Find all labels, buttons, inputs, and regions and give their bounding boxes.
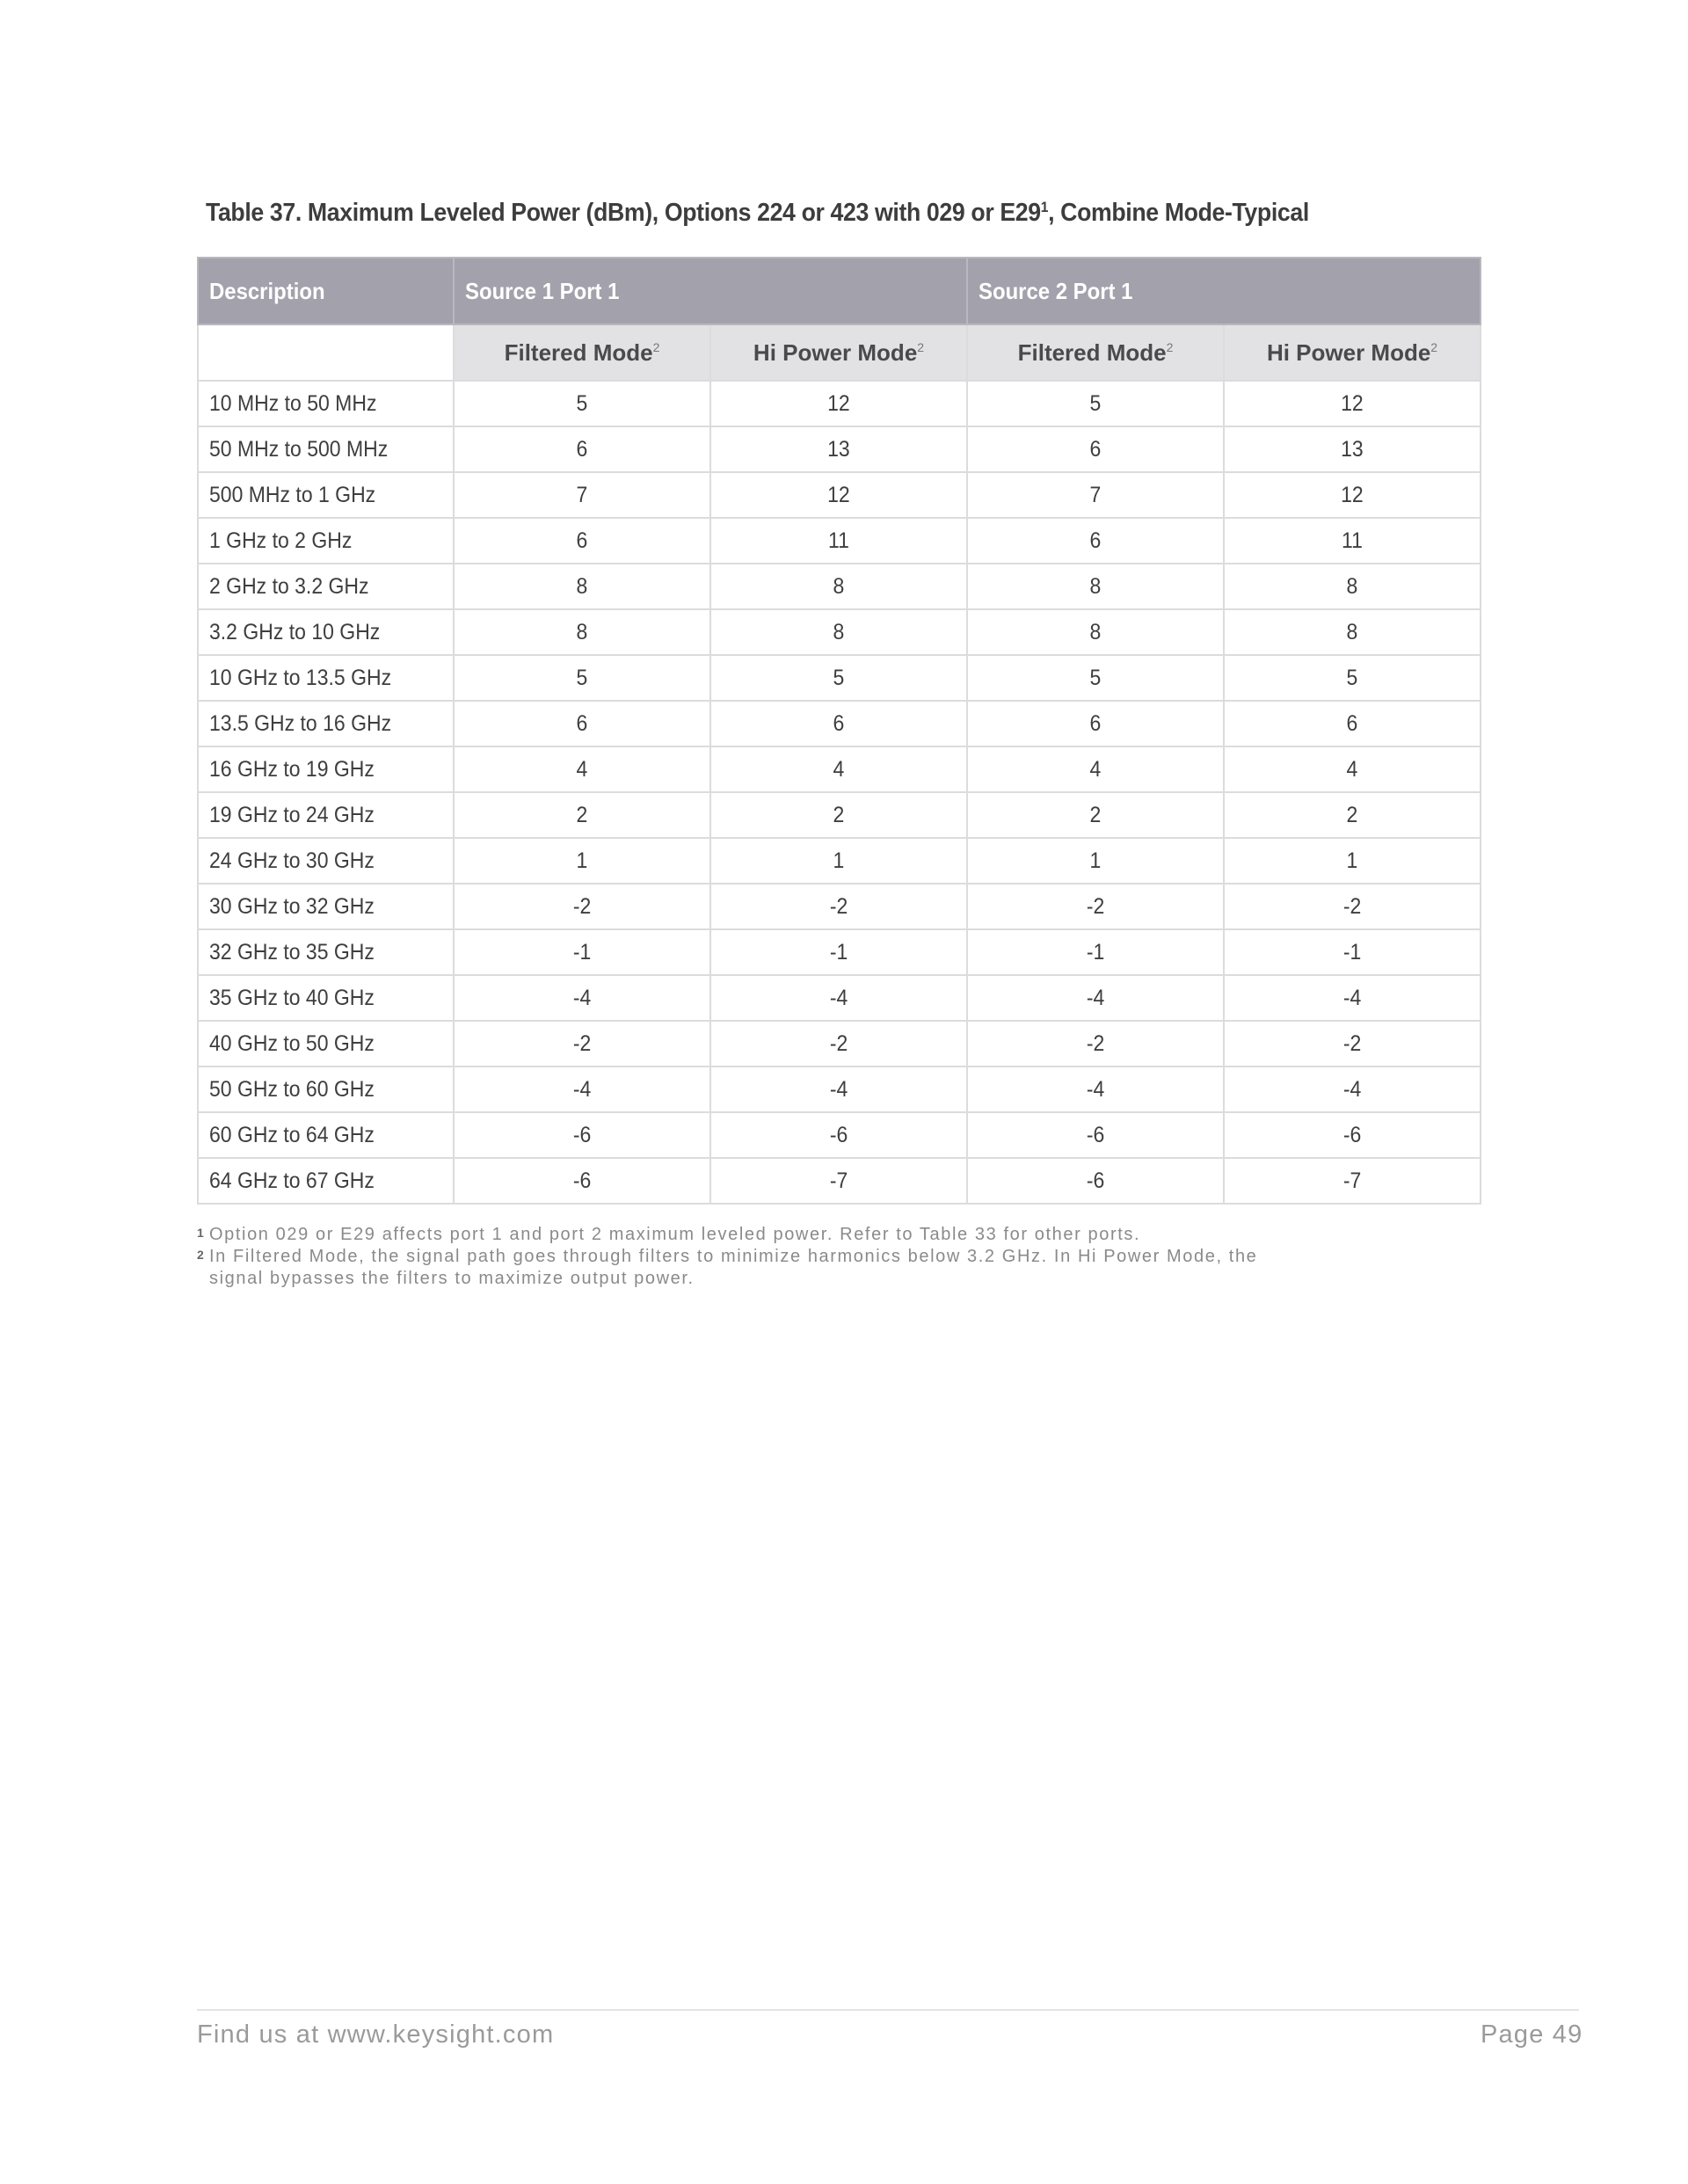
- footnote: [197, 1246, 1428, 1290]
- table-row: [198, 655, 1481, 701]
- value-cell: -4: [967, 1067, 1224, 1112]
- sub-header-row: [198, 324, 1481, 381]
- value-cell: 4: [710, 746, 967, 792]
- header-source1-port1: Source 1 Port 1: [454, 258, 967, 324]
- value-cell: 12: [710, 381, 967, 426]
- table-row: [198, 472, 1481, 518]
- value-cell: -2: [454, 884, 710, 929]
- value-cell: 6: [454, 701, 710, 746]
- row-description-cell: 13.5 GHz to 16 GHz: [198, 701, 454, 746]
- value-cell: 7: [454, 472, 710, 518]
- value-cell: 5: [967, 381, 1224, 426]
- value-cell: -6: [454, 1112, 710, 1158]
- table-row: [198, 975, 1481, 1021]
- value-cell: 5: [1224, 655, 1481, 701]
- row-description-cell: 64 GHz to 67 GHz: [198, 1158, 454, 1204]
- table-title-text: Table 37. Maximum Leveled Power (dBm), Options 224 or 423 with 029 or E29: [206, 199, 1041, 227]
- value-cell: -6: [1224, 1112, 1481, 1158]
- value-cell: 8: [454, 564, 710, 609]
- value-cell: 6: [454, 426, 710, 472]
- value-cell: 8: [967, 609, 1224, 655]
- table-row: [198, 1112, 1481, 1158]
- value-cell: 2: [967, 792, 1224, 838]
- value-cell: -6: [967, 1158, 1224, 1204]
- value-cell: 2: [1224, 792, 1481, 838]
- row-description-cell: 16 GHz to 19 GHz: [198, 746, 454, 792]
- row-description-cell: 1 GHz to 2 GHz: [198, 518, 454, 564]
- value-cell: 5: [454, 381, 710, 426]
- value-cell: 4: [967, 746, 1224, 792]
- value-cell: -7: [710, 1158, 967, 1204]
- row-description-cell: 60 GHz to 64 GHz: [198, 1112, 454, 1158]
- table-row: [198, 1158, 1481, 1204]
- value-cell: 4: [454, 746, 710, 792]
- value-cell: 7: [967, 472, 1224, 518]
- value-cell: 6: [967, 518, 1224, 564]
- table-row: [198, 426, 1481, 472]
- footnote-line: In Filtered Mode, the signal path goes through filters to minimize harmonics below 3.2 GHz. In Hi Power Mode, the: [209, 1247, 1258, 1266]
- footnote-mark: 1: [197, 1226, 206, 1240]
- table-title-suffix: , Combine Mode-Typical: [1048, 199, 1309, 227]
- value-cell: 1: [1224, 838, 1481, 884]
- row-description-cell: 30 GHz to 32 GHz: [198, 884, 454, 929]
- value-cell: -1: [967, 929, 1224, 975]
- table-title: [206, 199, 1419, 228]
- row-description-cell: 35 GHz to 40 GHz: [198, 975, 454, 1021]
- value-cell: -2: [454, 1021, 710, 1067]
- table-row: [198, 518, 1481, 564]
- table-row: [198, 884, 1481, 929]
- footer-divider: [197, 2009, 1579, 2011]
- value-cell: 5: [710, 655, 967, 701]
- footnote-line: signal bypasses the filters to maximize output power.: [209, 1269, 695, 1288]
- value-cell: -4: [1224, 975, 1481, 1021]
- table-row: [198, 746, 1481, 792]
- value-cell: 12: [710, 472, 967, 518]
- value-cell: 8: [1224, 564, 1481, 609]
- table-body: [198, 381, 1481, 1204]
- value-cell: -2: [710, 884, 967, 929]
- value-cell: -2: [710, 1021, 967, 1067]
- table-row: [198, 1067, 1481, 1112]
- value-cell: -4: [967, 975, 1224, 1021]
- row-description-cell: 19 GHz to 24 GHz: [198, 792, 454, 838]
- header-source2-port1: Source 2 Port 1: [967, 258, 1481, 324]
- page-number: Page 49: [1481, 2020, 1583, 2049]
- group-header-row: [198, 258, 1481, 324]
- table-row: [198, 929, 1481, 975]
- value-cell: 2: [710, 792, 967, 838]
- value-cell: 12: [1224, 381, 1481, 426]
- value-cell: 2: [454, 792, 710, 838]
- value-cell: 1: [710, 838, 967, 884]
- sub-header-hi-power-mode: Hi Power Mode$^2$: [1224, 324, 1481, 381]
- footer-website-link[interactable]: Find us at www.keysight.com: [197, 2020, 555, 2049]
- row-description-cell: 32 GHz to 35 GHz: [198, 929, 454, 975]
- value-cell: 4: [1224, 746, 1481, 792]
- table-row: [198, 701, 1481, 746]
- header-description: Description: [198, 258, 454, 324]
- sub-header-filtered-mode: Filtered Mode$^2$: [967, 324, 1224, 381]
- value-cell: 6: [454, 518, 710, 564]
- row-description-cell: 2 GHz to 3.2 GHz: [198, 564, 454, 609]
- value-cell: 5: [967, 655, 1224, 701]
- value-cell: 8: [710, 564, 967, 609]
- row-description-cell: 500 MHz to 1 GHz: [198, 472, 454, 518]
- row-description-cell: 50 MHz to 500 MHz: [198, 426, 454, 472]
- value-cell: -6: [454, 1158, 710, 1204]
- sub-header-empty: [198, 324, 454, 381]
- value-cell: 6: [1224, 701, 1481, 746]
- value-cell: 6: [967, 701, 1224, 746]
- value-cell: -4: [1224, 1067, 1481, 1112]
- row-description-cell: 10 GHz to 13.5 GHz: [198, 655, 454, 701]
- row-description-cell: 10 MHz to 50 MHz: [198, 381, 454, 426]
- value-cell: 6: [967, 426, 1224, 472]
- value-cell: -2: [1224, 884, 1481, 929]
- footnote: [197, 1224, 1428, 1246]
- value-cell: 6: [710, 701, 967, 746]
- row-description-cell: 24 GHz to 30 GHz: [198, 838, 454, 884]
- table-row: [198, 838, 1481, 884]
- value-cell: 1: [967, 838, 1224, 884]
- table-row: [198, 1021, 1481, 1067]
- footnotes: [197, 1224, 1428, 1290]
- value-cell: 8: [454, 609, 710, 655]
- value-cell: -2: [967, 1021, 1224, 1067]
- row-description-cell: 50 GHz to 60 GHz: [198, 1067, 454, 1112]
- value-cell: -1: [1224, 929, 1481, 975]
- value-cell: -7: [1224, 1158, 1481, 1204]
- value-cell: 1: [454, 838, 710, 884]
- footnote-mark: 2: [197, 1248, 206, 1262]
- value-cell: 13: [1224, 426, 1481, 472]
- value-cell: -6: [710, 1112, 967, 1158]
- table-row: [198, 381, 1481, 426]
- footnote-line: Option 029 or E29 affects port 1 and port 2 maximum leveled power. Refer to Table 33 for other ports.: [209, 1225, 1141, 1244]
- max-leveled-power-table: [197, 257, 1481, 1205]
- value-cell: 5: [454, 655, 710, 701]
- table-row: [198, 564, 1481, 609]
- value-cell: -1: [454, 929, 710, 975]
- value-cell: -2: [1224, 1021, 1481, 1067]
- value-cell: -4: [454, 1067, 710, 1112]
- value-cell: 11: [1224, 518, 1481, 564]
- table-row: [198, 609, 1481, 655]
- value-cell: 8: [710, 609, 967, 655]
- value-cell: -4: [710, 975, 967, 1021]
- table-title-footnote-ref: 1: [1040, 199, 1049, 215]
- value-cell: -2: [967, 884, 1224, 929]
- value-cell: 8: [1224, 609, 1481, 655]
- row-description-cell: 3.2 GHz to 10 GHz: [198, 609, 454, 655]
- row-description-cell: 40 GHz to 50 GHz: [198, 1021, 454, 1067]
- value-cell: -1: [710, 929, 967, 975]
- value-cell: -4: [710, 1067, 967, 1112]
- value-cell: 12: [1224, 472, 1481, 518]
- value-cell: 8: [967, 564, 1224, 609]
- table-row: [198, 792, 1481, 838]
- value-cell: -6: [967, 1112, 1224, 1158]
- value-cell: 13: [710, 426, 967, 472]
- sub-header-filtered-mode: Filtered Mode$^2$: [454, 324, 710, 381]
- sub-header-hi-power-mode: Hi Power Mode$^2$: [710, 324, 967, 381]
- value-cell: -4: [454, 975, 710, 1021]
- value-cell: 11: [710, 518, 967, 564]
